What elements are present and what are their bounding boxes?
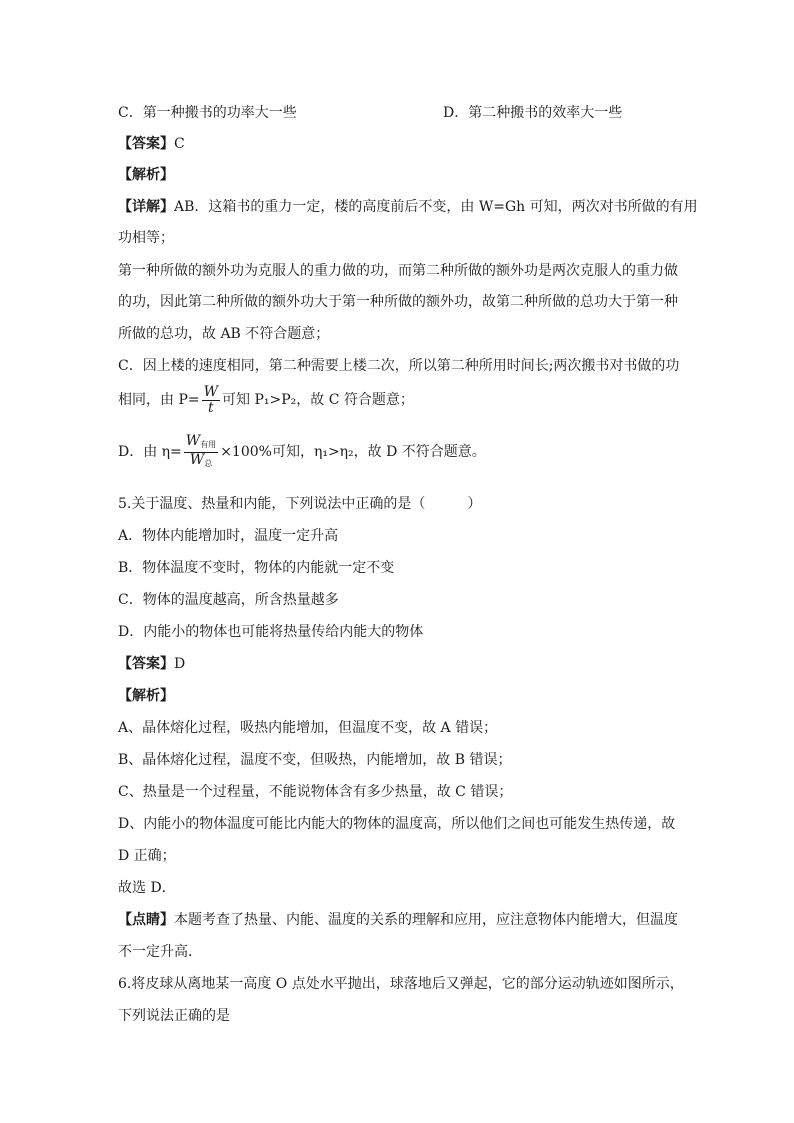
fraction-numerator: $W_{有用}$ — [184, 434, 218, 453]
q6-question-line-2: 下列说法正确的是 — [118, 1008, 230, 1024]
comment-text: 本题考查了热量、内能、温度的关系的理解和应用，应注意物体内能增大，但温度 — [174, 912, 678, 928]
efficiency-formula-suffix: ×100%可知，η₁>η₂，故 D 不符合题意。 — [220, 444, 486, 460]
comment-tag: 【点睛】 — [118, 912, 174, 928]
q5-option-a: A．物体内能增加时，温度一定升高 — [118, 528, 339, 544]
q4-detail-line-7 — [118, 383, 414, 417]
q5-option-b: B．物体温度不变时，物体的内能就一定不变 — [118, 560, 395, 576]
power-fraction — [202, 385, 220, 416]
power-formula-prefix: 相同，由 P= — [118, 392, 200, 408]
q4-detail-line-8 — [118, 432, 486, 472]
q5-explanation-1: A、晶体熔化过程，吸热内能增加，但温度不变，故 A 错误； — [118, 720, 498, 736]
option-d: D．第二种搬书的效率大一些 — [443, 105, 623, 121]
answer-tag: 【答案】 — [118, 656, 174, 672]
answer-tag: 【答案】 — [118, 136, 174, 152]
q5-explanation-6: 故选 D． — [118, 880, 176, 896]
q6-question-line-1: 6.将皮球从离地某一高度 O 点处水平抛出，球落地后又弹起，它的部分运动轨迹如图所示， — [118, 976, 684, 992]
q4-detail-line-2: 功相等； — [118, 230, 174, 246]
q5-explanation-5: D 正确； — [118, 848, 176, 864]
q5-comment-line-1 — [118, 911, 678, 929]
efficiency-formula-prefix: D．由 η= — [118, 444, 182, 460]
answer-value: D — [174, 656, 186, 672]
q4-analysis-tag: 【解析】 — [118, 167, 174, 183]
fraction-denominator: $W_总$ — [189, 451, 213, 468]
fraction-denominator: t — [207, 399, 214, 416]
q5-option-c: C．物体的温度越高，所含热量越多 — [118, 592, 339, 608]
q5-explanation-2: B、晶体熔化过程，温度不变，但吸热，内能增加，故 B 错误； — [118, 752, 512, 768]
q5-option-d: D．内能小的物体也可能将热量传给内能大的物体 — [118, 624, 424, 640]
power-formula-suffix: 可知 P₁>P₂，故 C 符合题意； — [222, 392, 414, 408]
efficiency-fraction — [184, 434, 218, 471]
q4-answer — [118, 135, 185, 153]
q5-explanation-3: C、热量是一个过程量，不能说物体含有多少热量，故 C 错误； — [118, 784, 513, 800]
q4-detail-line-3: 第一种所做的额外功为克服人的重力做的功，而第二种所做的额外功是两次克服人的重力做 — [118, 263, 678, 279]
q4-detail-line-5: 所做的总功，故 AB 不符合题意； — [118, 326, 330, 342]
q4-detail-line-1 — [118, 198, 698, 216]
q5-analysis-tag: 【解析】 — [118, 688, 174, 704]
answer-value: C — [174, 136, 185, 152]
q5-answer — [118, 655, 185, 673]
q4-detail-line-6: C．因上楼的速度相同，第二种需要上楼二次，所以第二种所用时间长;两次搬书对书做的功 — [118, 358, 680, 374]
q5-comment-line-2: 不一定升高． — [118, 944, 202, 960]
q4-detail-line-4: 的功，因此第二种所做的额外功大于第一种所做的额外功，故第二种所做的总功大于第一种 — [118, 294, 678, 310]
q5-explanation-4: D、内能小的物体温度可能比内能大的物体的温度高，所以他们之间也可能发生热传递，故 — [118, 816, 676, 832]
option-c: C．第一种搬书的功率大一些 — [118, 105, 297, 121]
detail-tag: 【详解】 — [118, 199, 174, 215]
fraction-numerator: W — [203, 383, 218, 400]
detail-text: AB．这箱书的重力一定，楼的高度前后不变，由 W=Gh 可知，两次对书所做的有用 — [174, 199, 698, 215]
q5-question: 5.关于温度、热量和内能，下列说法中正确的是（ ） — [118, 496, 482, 512]
